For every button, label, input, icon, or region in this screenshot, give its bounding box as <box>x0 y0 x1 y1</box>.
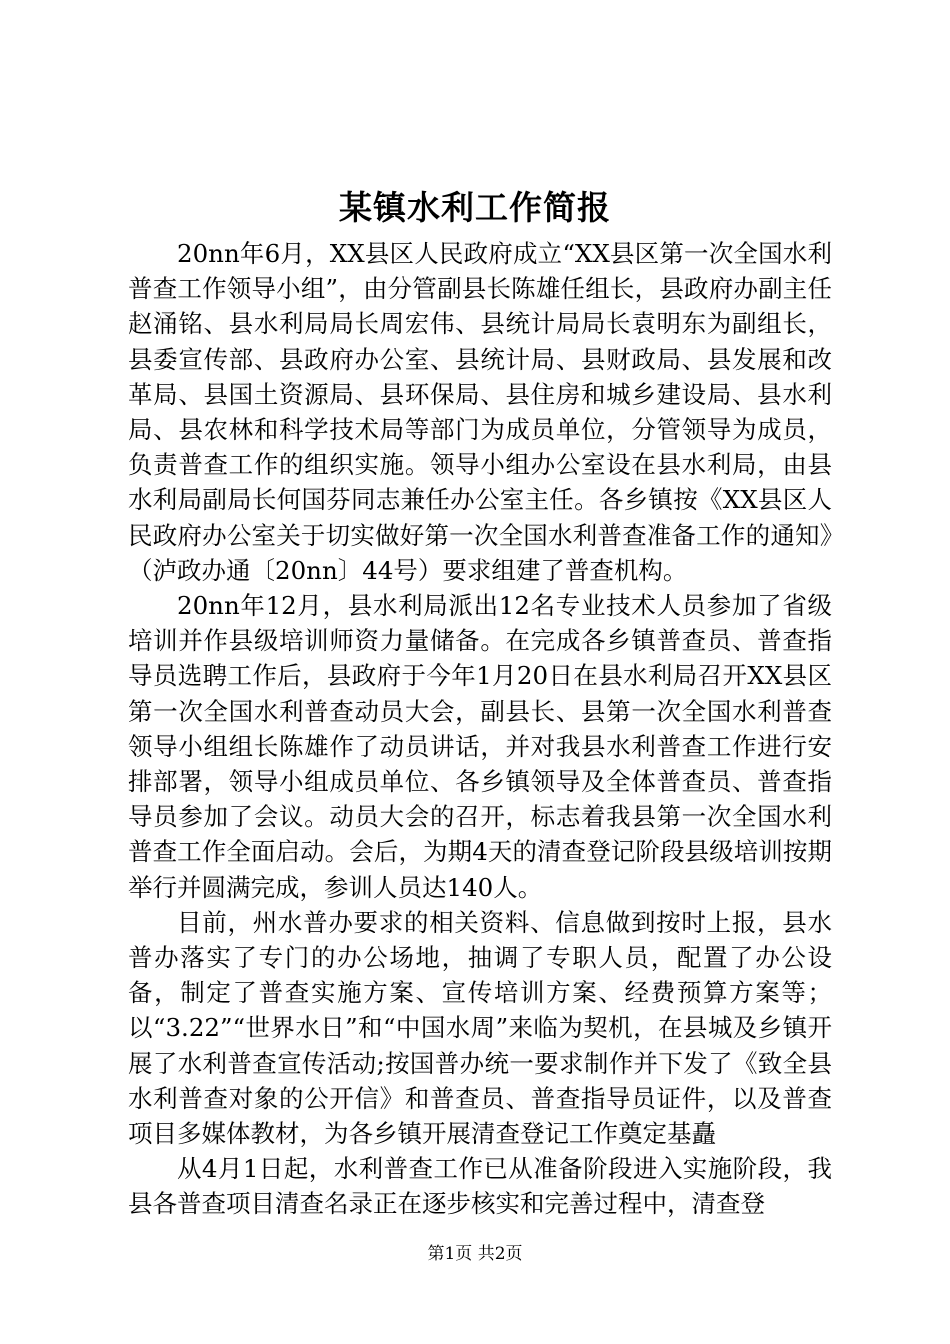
page-footer: 第1页 共2页 <box>427 1244 523 1264</box>
document-title: 某镇水利工作简报 <box>339 188 611 227</box>
paragraph-2: 20nn年12月，县水利局派出12名专业技术人员参加了省级培训并作县级培训师资力量储备。在完成各乡镇普查员、普查指导员选聘工作后，县政府于今年1月20日在县水利局召开XX县区第一次全国水利普查动员大会，副县长、县第一次全国水利普查领导小组组长陈雄作了动员讲话，并对我县水利普查工作进行安排部署，领导小组成员单位、各乡镇领导及全体普查员、普查指导员参加了会议。动员大会的召开，标志着我县第一次全国水利普查工作全面启动。会后，为期4天的清查登记阶段县级培训按期举行并圆满完成，参训人员达140人。 <box>128 591 832 902</box>
document-body <box>128 236 832 1222</box>
paragraph-1: 20nn年6月，XX县区人民政府成立“XX县区第一次全国水利普查工作领导小组”，由分管副县长陈雄任组长，县政府办副主任赵涌铭、县水利局局长周宏伟、县统计局局长袁明东为副组长，县委宣传部、县政府办公室、县统计局、县财政局、县发展和改革局、县国土资源局、县环保局、县住房和城乡建设局、县水利局、县农林和科学技术局等部门为成员单位，分管领导为成员，负责普查工作的组织实施。领导小组办公室设在县水利局，由县水利局副局长何国芬同志兼任办公室主任。各乡镇按《XX县区人民政府办公室关于切实做好第一次全国水利普查准备工作的通知》（泸政办通〔20nn〕44号）要求组建了普查机构。 <box>128 239 832 585</box>
paragraph-4: 从4月1日起，水利普查工作已从准备阶段进入实施阶段，我县各普查项目清查名录正在逐步核实和完善过程中，清查登 <box>128 1154 832 1219</box>
paragraph-3: 目前，州水普办要求的相关资料、信息做到按时上报，县水普办落实了专门的办公场地，抽调了专职人员，配置了办公设备，制定了普查实施方案、宣传培训方案、经费预算方案等；以“3.22”“世界水日”和“中国水周”来临为契机，在县城及乡镇开展了水利普查宣传活动;按国普办统一要求制作并下发了《致全县水利普查对象的公开信》和普查员、普查指导员证件，以及普查项目多媒体教材，为各乡镇开展清查登记工作奠定基矗 <box>128 907 832 1149</box>
